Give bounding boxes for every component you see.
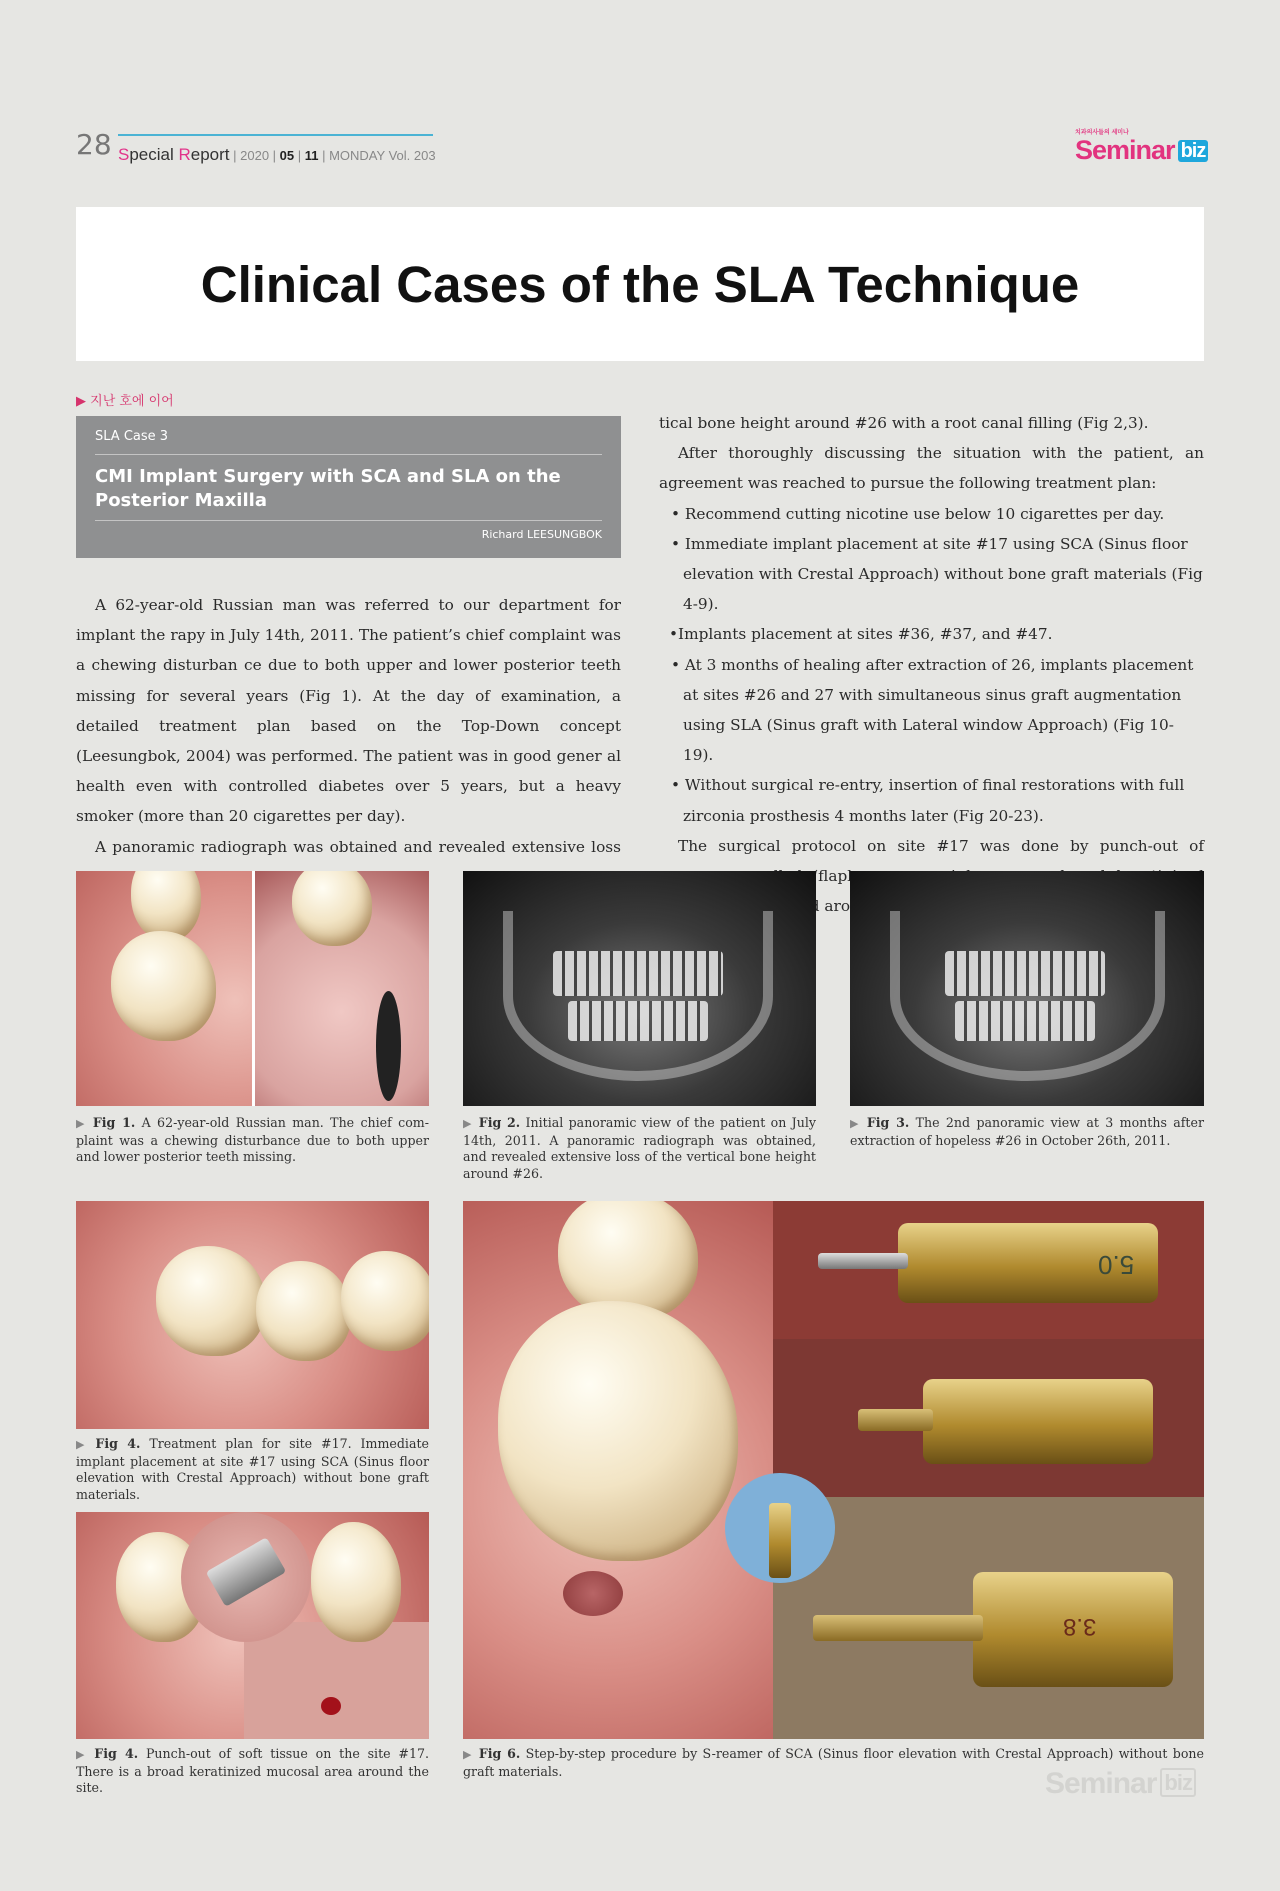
article-title: Clinical Cases of the SLA Technique — [200, 255, 1080, 313]
right-column — [659, 408, 1204, 921]
case-label: SLA Case 3 — [95, 429, 169, 444]
treatment-plan-list — [659, 499, 1204, 831]
reamer-instrument — [973, 1572, 1173, 1687]
fig6-circle-inset — [725, 1473, 835, 1583]
jaw-outline — [503, 911, 773, 1081]
fig6-reamer-panel-1 — [773, 1201, 1204, 1339]
bleeding-spot — [321, 1697, 341, 1715]
fig1-caption: ▶ Fig 1. A 62-year-old Russian man. The chief com-plaint was a chewing disturbance due to both upper and lower posterior teeth missing. — [76, 1115, 429, 1164]
fig1-shadow — [376, 991, 401, 1101]
reamer-shaft — [813, 1615, 983, 1641]
list-item: • At 3 months of healing after extraction of 26, implants placement at sites #26 and 27 with simultaneous sinus graft augmentation using SLA (Sinus graft with Lateral window Approach) (Fig 10-19). — [671, 655, 1194, 765]
jaw-outline — [890, 911, 1165, 1081]
upper-teeth — [553, 951, 723, 996]
fig4b-caption: ▶ Fig 4. Punch-out of soft tissue on the site #17. There is a broad keratinized mucosal area around the site. — [76, 1746, 429, 1795]
issue-volume: Vol. 203 — [388, 148, 436, 163]
osteotomy-site — [563, 1571, 623, 1616]
body-paragraph: tical bone height around #26 with a root canal filling (Fig 2,3). — [659, 414, 1149, 432]
list-item: • Recommend cutting nicotine use below 10 cigarettes per day. — [671, 504, 1165, 523]
issue-day: 11 — [304, 148, 319, 163]
fig6-caption: ▶ Fig 6. Step-by-step procedure by S-reamer of SCA (Sinus floor elevation with Crestal Approach) without bone graft materials. — [463, 1746, 1204, 1779]
reamer-instrument — [898, 1223, 1158, 1303]
issue-month: 05 — [279, 148, 295, 163]
case-title: CMI Implant Surgery with SCA and SLA on the Posterior Maxilla — [95, 466, 561, 511]
title-box — [76, 207, 1204, 361]
reamer-tip — [769, 1503, 791, 1578]
lower-teeth — [955, 1001, 1095, 1041]
fig2-panoramic-xray — [463, 871, 816, 1106]
fig4-treatment-plan-photo — [76, 1201, 429, 1429]
tooth-image — [341, 1251, 429, 1351]
fig4a-caption: ▶ Fig 4. Treatment plan for site #17. Immediate implant placement at site #17 using SCA (Sinus floor elevation with Crestal Approach) without bone graft materials. — [76, 1436, 429, 1502]
section-header: Special Report | 2020 | 05 | 11 | MONDAY Vol. 203 — [118, 134, 433, 165]
reamer-size-label: 5.0 — [1097, 1250, 1134, 1280]
fig1-divider — [252, 871, 255, 1106]
logo-biz: biz — [1178, 140, 1209, 162]
list-item: • Without surgical re-entry, insertion of final restorations with full zirconia prosthesis 4 months later (Fig 20-23). — [671, 776, 1185, 825]
tooth-image — [292, 871, 372, 946]
fig6-reamer-panel-2 — [773, 1339, 1204, 1497]
logo-tagline: 치과의사들의 세미나 — [1075, 130, 1129, 136]
continued-label: ▶ 지난 호에 이어 — [76, 394, 174, 409]
fig3-panoramic-xray — [850, 871, 1204, 1106]
fig1-photo — [76, 871, 429, 1106]
punch-instrument — [206, 1537, 287, 1607]
page-number: 28 — [76, 128, 112, 161]
list-item: •Implants placement at sites #36, #37, and #47. — [669, 625, 1053, 644]
tooth-image — [498, 1301, 738, 1561]
body-paragraph: After thoroughly discussing the situation with the patient, an agreement was reached to pursue the following treatment plan: — [659, 444, 1204, 493]
case-divider — [95, 520, 602, 521]
issue-weekday: MONDAY — [329, 148, 385, 163]
fig4-punch-out-photo — [76, 1512, 429, 1739]
tooth-image — [111, 931, 216, 1041]
tooth-image — [256, 1261, 351, 1361]
fig3-caption: ▶ Fig 3. The 2nd panoramic view at 3 months after extraction of hopeless #26 in October 26th, 2011. — [850, 1115, 1204, 1148]
body-paragraph: A 62-year-old Russian man was referred to our department for implant the rapy in July 14th, 2011. The patient’s chief complaint was a chewing disturban ce due to both upper and lower posterior teeth missing for several years (Fig 1). At the day of examination, a detailed treatment plan based on the Top-Down concept (Leesungbok, 2004) was performed. The patient was in good gener al health even with controlled diabetes over 5 years, but a heavy smoker (more than 20 cigarettes per day). — [76, 596, 621, 826]
fig6-reamer-panel-3 — [773, 1497, 1204, 1739]
case-divider — [95, 454, 602, 455]
case-author: Richard LEESUNGBOK — [481, 528, 602, 541]
logo-text: Seminar — [1075, 135, 1175, 165]
fig6-sreamer-composite — [463, 1201, 1204, 1739]
case-box — [76, 416, 621, 558]
fig4b-circle-inset — [181, 1512, 311, 1642]
section-name: Special Report — [118, 145, 230, 164]
list-item: • Immediate implant placement at site #17 using SCA (Sinus floor elevation with Crestal Approach) without bone graft materials (Fig 4-9). — [671, 534, 1203, 614]
left-column — [76, 590, 621, 892]
fig2-caption: ▶ Fig 2. Initial panoramic view of the patient on July 14th, 2011. A panoramic radiograph was obtained, and revealed extensive loss of the vertical bone height around #26. — [463, 1115, 816, 1181]
upper-teeth — [945, 951, 1105, 996]
lower-teeth — [568, 1001, 708, 1041]
body-paragraph: A panoramic radiograph was obtained and revealed extensive loss — [95, 837, 621, 856]
tooth-image — [156, 1246, 266, 1356]
fig4b-inset-panel — [244, 1622, 429, 1739]
tooth-image — [311, 1522, 401, 1642]
watermark-logo: Seminar biz — [1045, 1767, 1196, 1801]
reamer-tip — [858, 1409, 933, 1431]
drill-tip — [818, 1253, 908, 1269]
seminar-biz-logo — [1075, 130, 1208, 166]
fig6-clinical-photo — [463, 1201, 773, 1739]
issue-year: 2020 — [240, 148, 270, 163]
reamer-instrument — [923, 1379, 1153, 1464]
body-paragraph: The surgical protocol on site #17 was done by punch-out of ‘flapless arou — [678, 836, 1204, 916]
reamer-size-label: 3.8 — [1063, 1613, 1097, 1640]
